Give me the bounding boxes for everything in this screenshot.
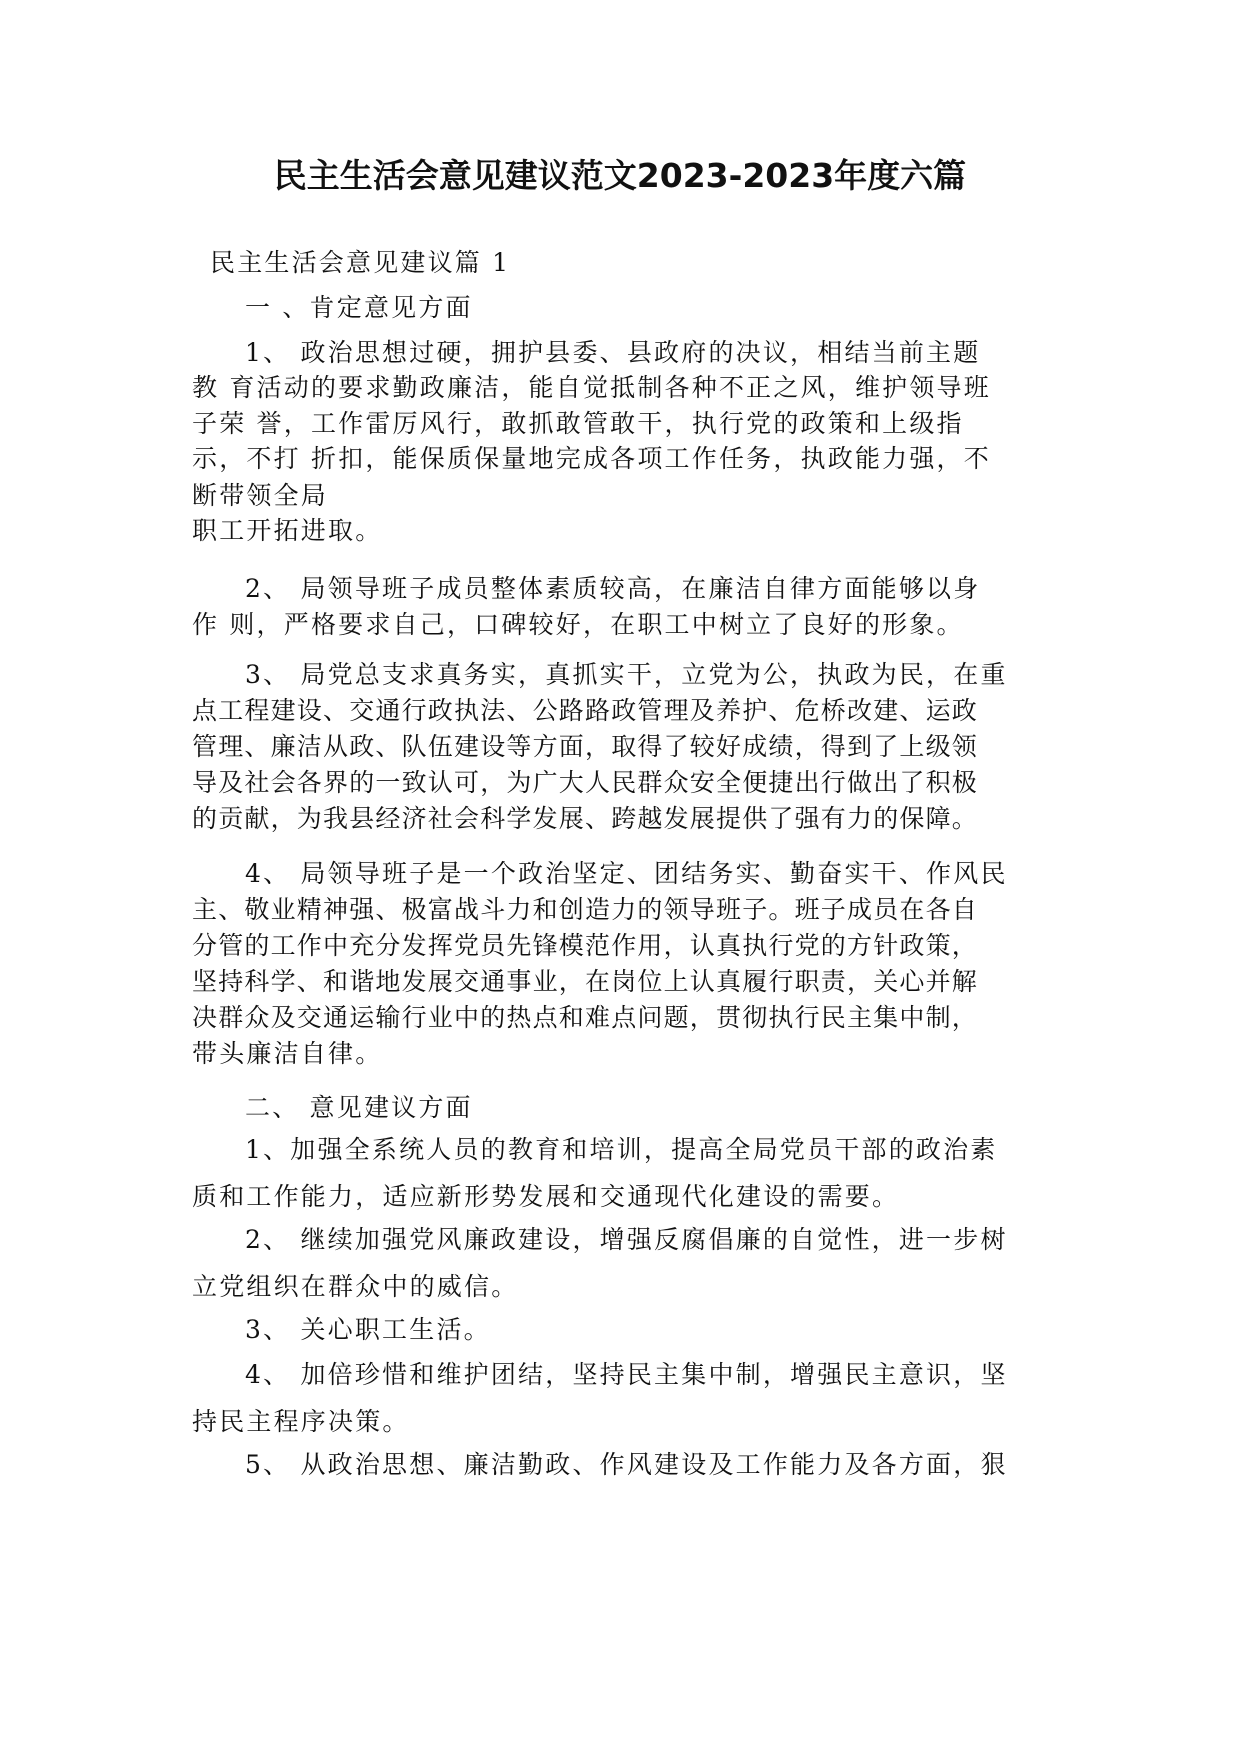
paragraph-line: 导及社会各界的一致认可，为广大人民群众安全便捷出行做出了积极: [192, 768, 979, 797]
paragraph-line: 5、 从政治思想、廉洁勤政、作风建设及工作能力及各方面，狠: [245, 1450, 1008, 1479]
paragraph-line: 作 则，严格要求自己，口碑较好，在职工中树立了良好的形象。: [192, 610, 964, 639]
paragraph-line: 4、 局领导班子是一个政治坚定、团结务实、勤奋实干、作风民: [245, 859, 1008, 888]
part2-heading: 二、 意见建议方面: [245, 1093, 473, 1122]
paragraph-line: 的贡献，为我县经济社会科学发展、跨越发展提供了强有力的保障。: [192, 804, 979, 833]
paragraph-line: 立党组织在群众中的威信。: [192, 1272, 519, 1301]
paragraph-line: 示，不打 折扣，能保质保量地完成各项工作任务，执政能力强，不: [192, 444, 991, 473]
paragraph-line: 持民主程序决策。: [192, 1407, 410, 1436]
paragraph-line: 2、 继续加强党风廉政建设，增强反腐倡廉的自觉性，进一步树: [245, 1225, 1008, 1254]
paragraph-line: 质和工作能力，适应新形势发展和交通现代化建设的需要。: [192, 1182, 900, 1211]
paragraph-line: 决群众及交通运输行业中的热点和难点问题，贯彻执行民主集中制，: [192, 1003, 979, 1032]
part1-heading: 一 、肯定意见方面: [245, 293, 473, 322]
section-heading: 民主生活会意见建议篇 1: [210, 248, 511, 277]
paragraph-line: 主、敬业精神强、极富战斗力和创造力的领导班子。班子成员在各自: [192, 895, 979, 924]
paragraph-line: 分管的工作中充分发挥党员先锋模范作用，认真执行党的方针政策，: [192, 931, 979, 960]
paragraph-line: 带头廉洁自律。: [192, 1039, 383, 1068]
paragraph-line: 3、 局党总支求真务实，真抓实干，立党为公，执政为民，在重: [245, 660, 1008, 689]
paragraph-line: 2、 局领导班子成员整体素质较高，在廉洁自律方面能够以身: [245, 574, 981, 603]
document-title: 民主生活会意见建议范文2023-2023年度六篇: [273, 156, 967, 195]
paragraph-line: 1、加强全系统人员的教育和培训，提高全局党员干部的政治素: [245, 1135, 998, 1164]
paragraph-line: 教 育活动的要求勤政廉洁，能自觉抵制各种不正之风，维护领导班: [192, 373, 991, 402]
paragraph-line: 管理、廉洁从政、队伍建设等方面，取得了较好成绩，得到了上级领: [192, 732, 979, 761]
paragraph-line: 3、 关心职工生活。: [245, 1315, 491, 1344]
paragraph-line: 子荣 誉，工作雷厉风行，敢抓敢管敢干，执行党的政策和上级指: [192, 409, 964, 438]
paragraph-line: 职工开拓进取。: [192, 516, 383, 545]
paragraph-line: 断带领全局: [192, 481, 329, 510]
paragraph-line: 点工程建设、交通行政执法、公路路政管理及养护、危桥改建、运政: [192, 696, 979, 725]
paragraph-line: 1、 政治思想过硬，拥护县委、县政府的决议，相结当前主题: [245, 338, 981, 367]
paragraph-line: 坚持科学、和谐地发展交通事业，在岗位上认真履行职责，关心并解: [192, 967, 979, 996]
paragraph-line: 4、 加倍珍惜和维护团结，坚持民主集中制，增强民主意识，坚: [245, 1360, 1008, 1389]
